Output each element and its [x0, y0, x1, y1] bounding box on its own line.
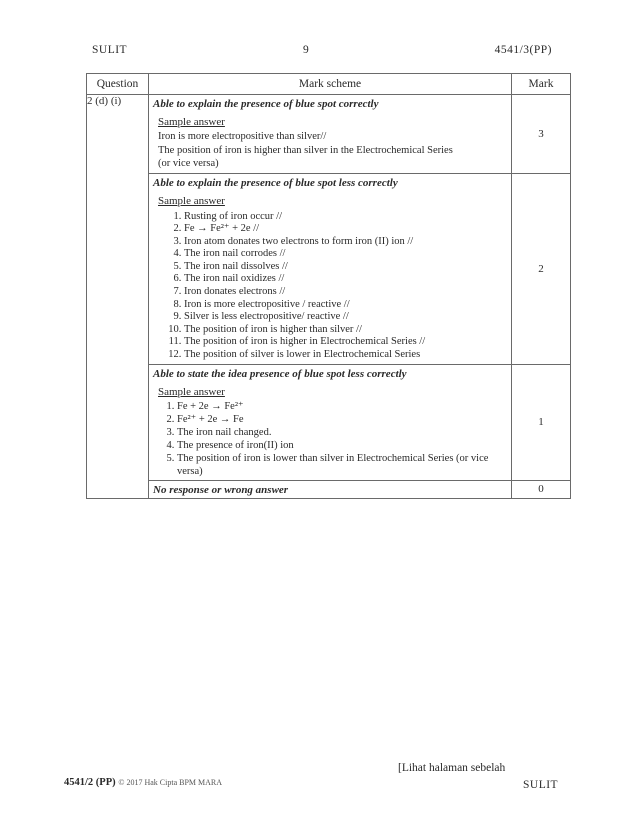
- list-item: 8. Iron is more electropositive / reactive //: [184, 299, 511, 312]
- footer-copyright: © 2017 Hak Cipta BPM MARA: [118, 778, 223, 787]
- list-item: 4. The iron nail corrodes //: [184, 248, 511, 261]
- page-number: 9: [303, 44, 310, 56]
- list-item: 5. The iron nail dissolves //: [184, 261, 511, 274]
- list-item: 1. Fe + 2e → Fe²⁺: [177, 400, 511, 413]
- list-item: 10. The position of iron is higher than silver //: [184, 324, 511, 337]
- table-row: [87, 480, 571, 498]
- mark-2: 2: [512, 173, 571, 364]
- paper-code: 4541/3(PP): [494, 44, 552, 56]
- mark-3: 1: [512, 364, 571, 480]
- list-item: 12. The position of silver is lower in Electrochemical Series: [184, 349, 511, 362]
- criterion-block-2: [149, 173, 512, 364]
- list-item: 3. Iron atom donates two electrons to form iron (II) ion //: [184, 236, 511, 249]
- scheme-header: Mark scheme: [149, 74, 512, 95]
- list-item: 2. Fe → Fe²⁺ + 2e //: [184, 223, 511, 236]
- mark-1: 3: [512, 95, 571, 174]
- mark-4: 0: [512, 480, 571, 498]
- list-item: 1. Rusting of iron occur //: [184, 211, 511, 224]
- table-header-row: [87, 74, 571, 95]
- answer-list-2: [149, 211, 511, 362]
- criterion-2: Able to explain the presence of blue spot less correctly: [153, 176, 398, 189]
- list-item: 11. The position of iron is higher in Electrochemical Series //: [184, 336, 511, 349]
- footer-sulit: SULIT: [523, 779, 559, 791]
- table-row: [87, 173, 571, 364]
- list-item: 7. Iron donates electrons //: [184, 286, 511, 299]
- list-item: 3. The iron nail changed.: [177, 426, 511, 439]
- list-item: 6. The iron nail oxidizes //: [184, 273, 511, 286]
- sample-label-1: Sample answer: [158, 116, 225, 128]
- answer-list-3: [149, 400, 511, 478]
- list-item: 9. Silver is less electropositive/ reactive //: [184, 311, 511, 324]
- footer-left: [64, 776, 222, 788]
- answer-line-2: The position of iron is higher than silver in the Electrochemical Series: [158, 144, 453, 156]
- sample-label-2: Sample answer: [158, 194, 225, 207]
- list-item: 5. The position of iron is lower than silver in Electrochemical Series (or vice versa): [177, 452, 511, 478]
- list-item: 2. Fe²⁺ + 2e → Fe: [177, 413, 511, 426]
- answer-line-1: Iron is more electropositive than silver//: [158, 131, 327, 142]
- criterion-block-4: [149, 480, 512, 498]
- sample-label-3: Sample answer: [158, 385, 225, 398]
- mark-scheme-table: [86, 73, 571, 499]
- answer-line-3: (or vice versa): [158, 158, 219, 169]
- header-left: SULIT: [92, 44, 128, 56]
- question-header: Question: [87, 74, 149, 95]
- table-row: [87, 95, 571, 174]
- mark-header: Mark: [512, 74, 571, 95]
- criterion-block-3: [149, 364, 512, 480]
- list-item: 4. The presence of iron(II) ion: [177, 439, 511, 452]
- table-row: [87, 364, 571, 480]
- criterion-1: Able to explain the presence of blue spot correctly: [153, 98, 379, 110]
- question-number: 2 (d) (i): [87, 95, 149, 499]
- criterion-block-1: [149, 95, 512, 174]
- next-page-note: [Lihat halaman sebelah: [398, 762, 506, 774]
- footer-code: 4541/2 (PP): [64, 777, 116, 788]
- criterion-4: No response or wrong answer: [153, 483, 289, 496]
- criterion-3: Able to state the idea presence of blue spot less correctly: [153, 367, 407, 380]
